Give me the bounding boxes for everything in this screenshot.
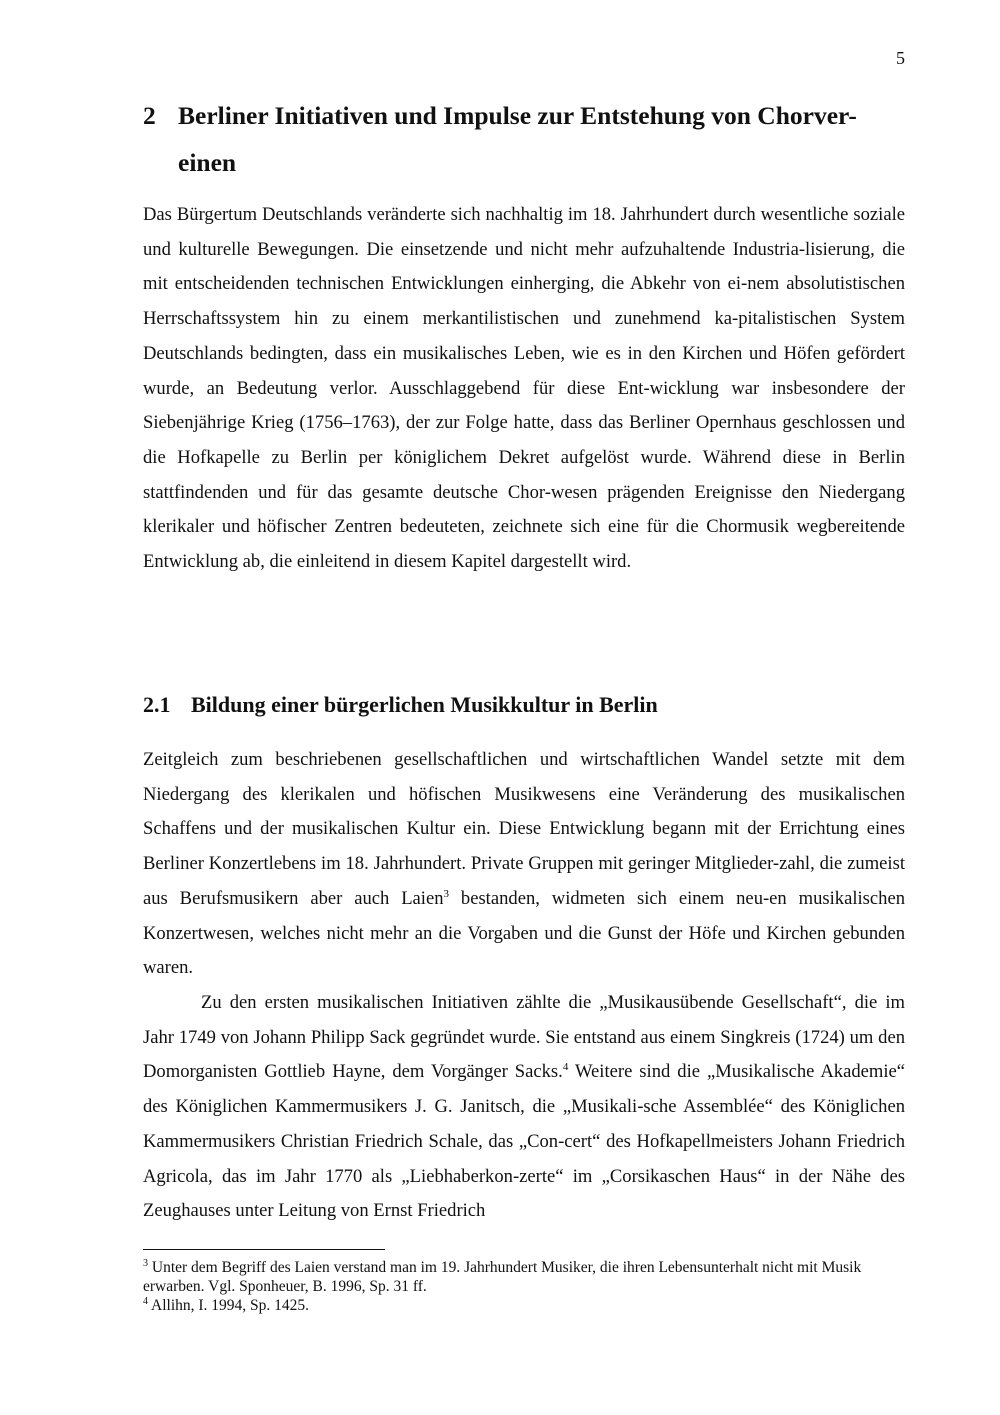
footnote-reference: 3: [443, 887, 450, 900]
section-heading: [143, 688, 905, 722]
footnotes: [143, 1258, 905, 1315]
paragraph-text: bestanden, widmeten sich einem neu-en musikalischen Konzertwesen, welches nicht mehr an die Vorgaben und die Gunst der Höfe und Kirchen gebunden waren.: [143, 887, 905, 979]
paragraph-concert-life: [143, 743, 905, 986]
footnote: [143, 1258, 905, 1296]
footnote-mark: 4: [143, 1295, 148, 1307]
paragraph-text: Zeitgleich zum beschriebenen gesellschaftlichen und wirtschaftlichen Wandel setzte mit dem Niedergang des klerikalen und höfischen Musikwesens eine Veränderung des musikalischen Schaffens und der musikalischen Kultur ein. Diese Entwicklung begann mit der Errichtung eines Berliner Konzertlebens im 18. Jahrhundert. Private Gruppen mit geringer Mitglieder-zahl, die zumeist aus Berufsmusikern aber auch Laien: [143, 749, 905, 909]
paragraph-intro: Das Bürgertum Deutschlands veränderte sich nachhaltig im 18. Jahrhundert durch wesentliche soziale und kulturelle Bewegungen. Die einsetzende und nicht mehr aufzuhaltende Industria-lisierung, die mit entscheidenden technischen Entwicklungen einherging, die Abkehr von ei-nem absolutistischen Herrschaftssystem hin zu einem merkantilistischen und zunehmend ka-pitalistischen System Deutschlands bedingten, dass ein musikalisches Leben, wie es in den Kirchen und Höfen gefördert wurde, an Bedeutung verlor. Ausschlaggebend für diese Ent-wicklung war insbesondere der Siebenjährige Krieg (1756–1763), der zur Folge hatte, dass das Berliner Opernhaus geschlossen und die Hofkapelle zu Berlin per königlichem Dekret aufgelöst wurde. Während diese in Berlin stattfindenden und für das gesamte deutsche Chor-wesen prägenden Ereignisse den Niedergang klerikaler und höfischer Zentren bedeuteten, zeichnete sich eine für die Chormusik wegbereitende Entwicklung ab, die einleitend in diesem Kapitel dargestellt wird.: [143, 204, 905, 573]
footnote-mark: 3: [143, 1257, 148, 1269]
section-title: Bildung einer bürgerlichen Musikkultur in Berlin: [191, 692, 658, 717]
section-number: 2.1: [143, 692, 171, 717]
paragraph-initiatives: [143, 986, 905, 1229]
chapter-number: 2: [143, 101, 156, 130]
footnote-text: Allihn, I. 1994, Sp. 1425.: [148, 1297, 310, 1314]
page-number: 5: [896, 48, 905, 68]
footnote-reference: 4: [562, 1061, 569, 1074]
footnote: [143, 1296, 905, 1315]
footnote-divider: [143, 1249, 385, 1250]
paragraph-text: Zu den ersten musikalischen Initiativen zählte die „Musikausübende Gesellschaft“, die im Jahr 1749 von Johann Philipp Sack gegründet wurde. Sie entstand aus einem Singkreis (1724) um den Domorganisten Gottlieb Hayne, dem Vorgänger Sacks.: [143, 992, 905, 1083]
chapter-heading: [143, 92, 905, 186]
paragraph-text: Weitere sind die „Musikalische Akademie“ des Königlichen Kammermusikers J. G. Janitsch, die „Musikali-sche Assemblée“ des Königlichen Kammermusikers Christian Friedrich Schale, das „Con-cert“ des Hofkapellmeisters Johann Friedrich Agricola, das im Jahr 1770 als „Liebhaberkon-zerte“ im „Corsikaschen Haus“ in der Nähe des Zeughauses unter Leitung von Ernst Friedrich: [143, 1061, 906, 1222]
chapter-title: Berliner Initiativen und Impulse zur Entstehung von Chorver-einen: [178, 101, 857, 177]
footnote-text: Unter dem Begriff des Laien verstand man im 19. Jahrhundert Musiker, die ihren Lebensunterhalt nicht mit Musik erwarben. Vgl. Sponheuer, B. 1996, Sp. 31 ff.: [143, 1259, 862, 1295]
